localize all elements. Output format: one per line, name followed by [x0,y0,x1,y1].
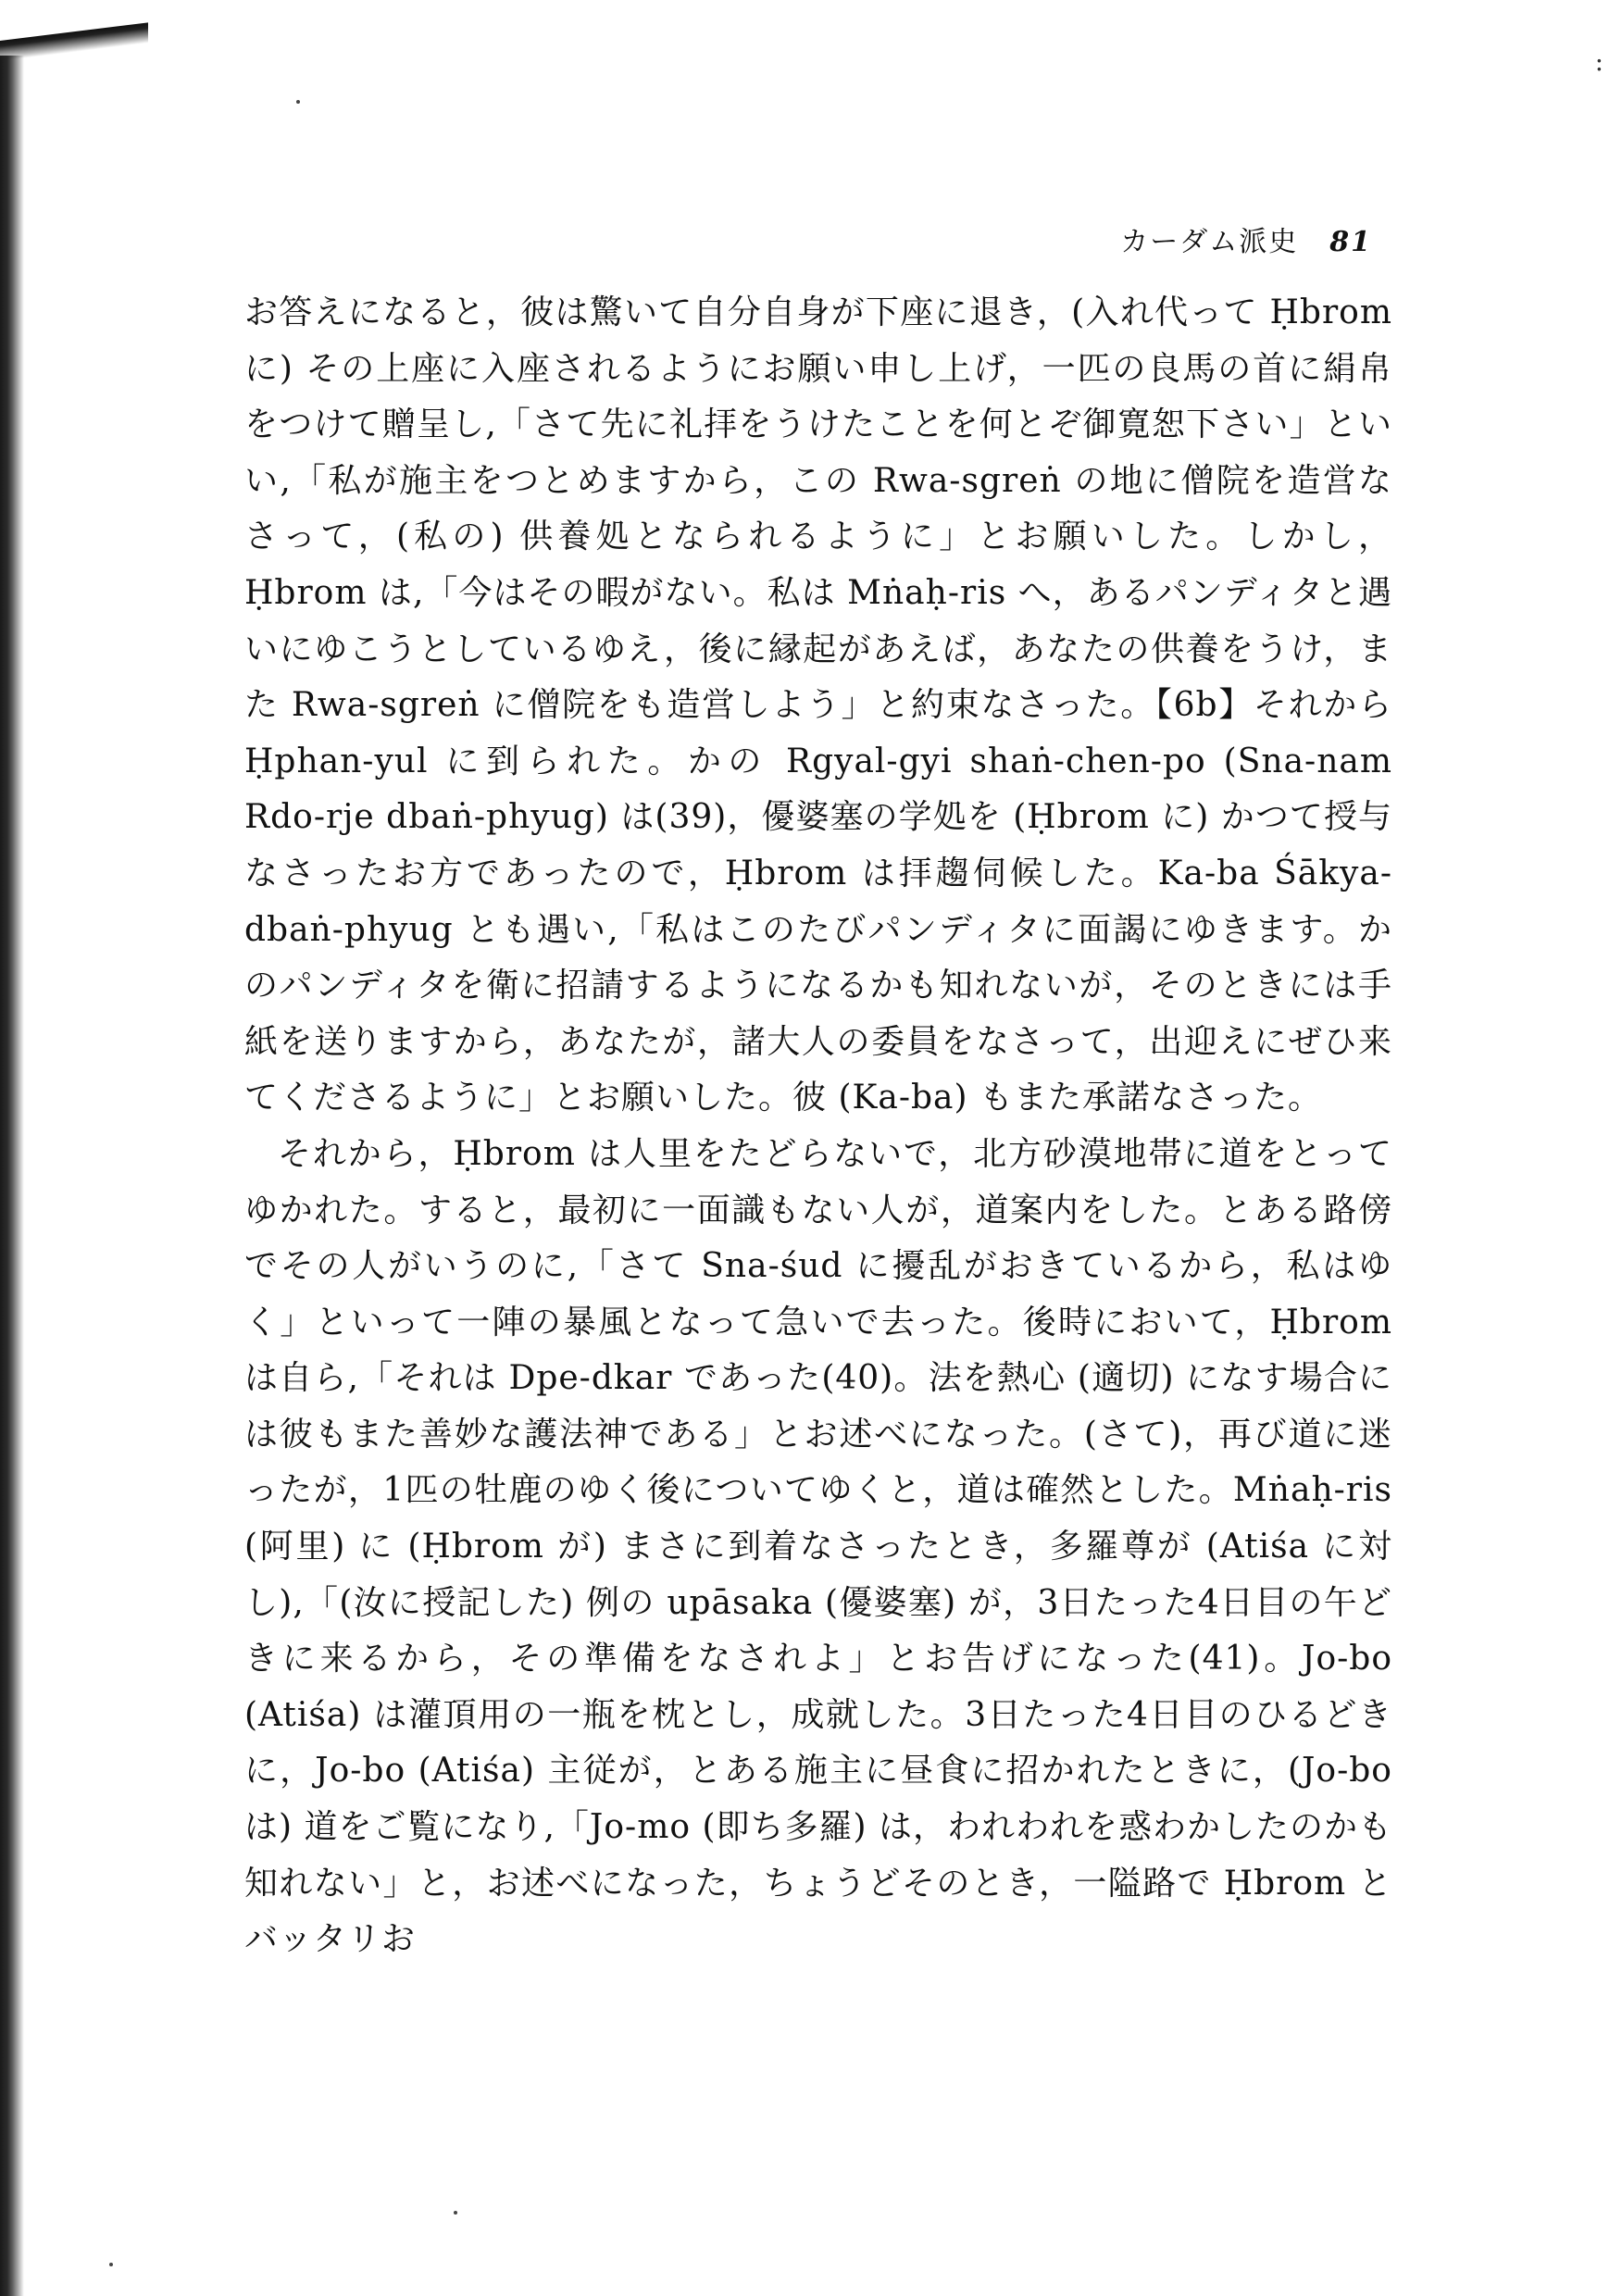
scan-binding-shadow [0,56,24,2296]
body-text [244,285,1392,1968]
paragraph: それから，Ḥbrom は人里をたどらないで，北方砂漠地帯に道をとってゆかれた。すると，最初に一面識もない人が，道案内をした。とある路傍でその人がいうのに,「さて Sna-śud に擾乱がおきているから，私はゆく」といって一陣の暴風となって急いで去った。後時において，Ḥbrom は自ら,「それは Dpe-dkar であった(40)。法を熱心 (適切) になす場合には彼もまた善妙な護法神である」とお述べになった。(さて)，再び道に迷ったが，1匹の牡鹿のゆく後についてゆくと，道は確然とした。Mṅaḥ-ris (阿里) に (Ḥbrom が) まさに到着なさったとき，多羅尊が (Atiśa に対し),「(汝に授記した) 例の upāsaka (優婆塞) が，3日たった4日目の午どきに来るから，その準備をなされよ」とお告げになった(41)。Jo-bo (Atiśa) は灌頂用の一瓶を枕とし，成就した。3日たった4日目のひるどきに，Jo-bo (Atiśa) 主従が，とある施主に昼食に招かれたときに，(Jo-bo は) 道をご覧になり,「Jo-mo (即ち多羅) は，われわれを惑わかしたのかも知れない」と，お述べになった，ちょうどそのとき，一隘路で Ḥbrom とバッタリお [244,1134,1392,1959]
corner-mark: : [1594,46,1603,77]
running-head-title: カーダム派史 [1120,226,1299,258]
stray-dot [109,2263,113,2266]
paragraph: お答えになると，彼は驚いて自分自身が下座に退き，(入れ代って Ḥbrom に) その上座に入座されるようにお願い申し上げ，一匹の良馬の首に絹帛をつけて贈呈し,「さて先に礼拝をうけたことを何とぞ御寛恕下さい」といい,「私が施主をつとめますから，この Rwa-sgreṅ の地に僧院を造営なさって，(私の) 供養処となられるように」とお願いした。しかし，Ḥbrom は,「今はその暇がない。私は Mṅaḥ-ris へ，あるパンディタと遇いにゆこうとしているゆえ，後に縁起があえば，あなたの供養をうけ，また Rwa-sgreṅ に僧院をも造営しよう」と約束なさった。【6b】それから Ḥphan-yul に到られた。かの Rgyal-gyi shaṅ-chen-po (Sna-nam Rdo-rje dbaṅ-phyug) は(39)，優婆塞の学処を (Ḥbrom に) かつて授与なさったお方であったので，Ḥbrom は拝趨伺候した。Ka-ba Śākya-dbaṅ-phyug とも遇い,「私はこのたびパンディタに面謁にゆきます。かのパンディタを衛に招請するようになるかも知れないが，そのときには手紙を送りますから，あなたが，諸大人の委員をなさって，出迎えにぜひ来てくださるように」とお願いした。彼 (Ka-ba) もまた承諾なさった。 [244,293,1392,1117]
running-head [1120,218,1372,259]
page-number: 81 [1329,226,1372,258]
scan-corner-shadow [0,22,148,61]
stray-dot [454,2211,457,2215]
stray-dot [296,100,300,104]
